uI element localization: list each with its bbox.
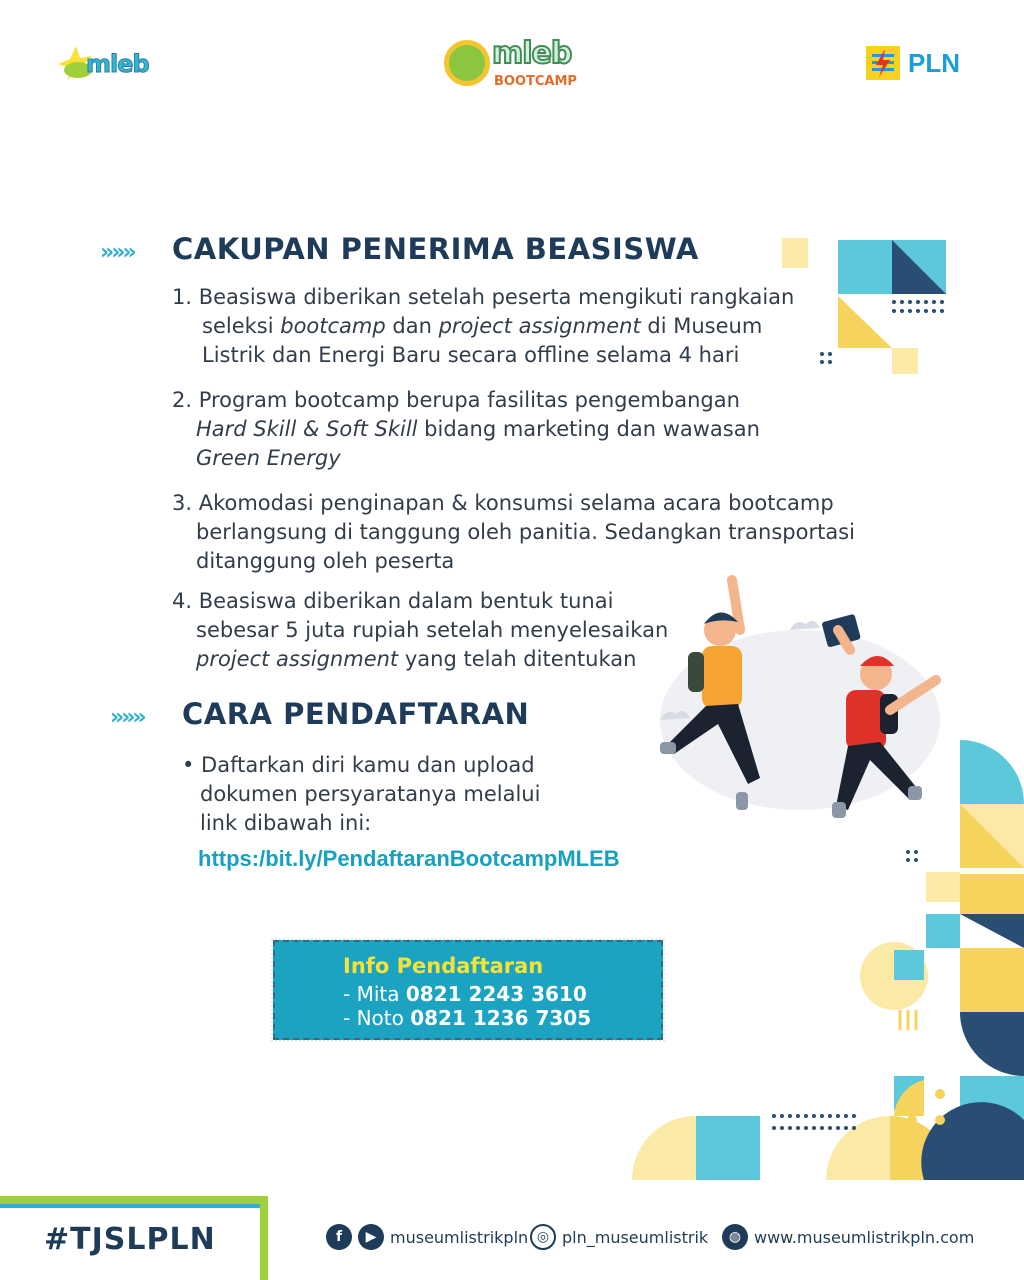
scholarship-heading: CAKUPAN PENERIMA BEASISWA	[172, 232, 699, 266]
list-item	[172, 587, 668, 674]
website-url: www.museumlistrikpln.com	[754, 1227, 975, 1247]
info-title: Info Pendaftaran	[343, 954, 544, 978]
contact-mita: - Mita 0821 2243 3610	[343, 982, 587, 1006]
item-2-line-2: Hard Skill & Soft Skill bidang marketing dan wawasan	[196, 417, 760, 441]
fb-yt-handle: museumlistrikpln	[390, 1227, 529, 1247]
facebook-icon: f	[326, 1224, 352, 1250]
youtube-icon: ▶	[358, 1224, 384, 1250]
bootcamp-label: BOOTCAMP	[494, 74, 577, 89]
instagram-handle: pln_museumlistrik	[562, 1227, 709, 1247]
item-4-line-1: 4. Beasiswa diberikan dalam bentuk tunai	[172, 589, 614, 613]
item-2-line-1: 2. Program bootcamp berupa fasilitas pengembangan	[172, 388, 740, 412]
phone-mita[interactable]: 0821 2243 3610	[405, 982, 587, 1006]
item-1-line-1: 1. Beasiswa diberikan setelah peserta mengikuti rangkaian	[172, 285, 795, 309]
item-4-line-3: project assignment yang telah ditentukan	[196, 647, 637, 671]
item-4-line-2: sebesar 5 juta rupiah setelah menyelesaikan	[196, 618, 669, 642]
mleb-bootcamp-logo-text: mleb	[492, 36, 572, 71]
list-item	[172, 489, 855, 576]
phone-noto[interactable]: 0821 1236 7305	[410, 1006, 592, 1030]
item-3-line-1: 3. Akomodasi penginapan & konsumsi selama acara bootcamp	[172, 491, 834, 515]
instruction-line-3: link dibawah ini:	[200, 811, 372, 835]
social-website[interactable]	[722, 1224, 974, 1250]
contact-noto: - Noto 0821 1236 7305	[343, 1006, 592, 1030]
list-item	[172, 386, 760, 473]
pln-bolt-icon	[866, 46, 900, 80]
item-3-line-2: berlangsung di tanggung oleh panitia. Sedangkan transportasi	[196, 520, 855, 544]
decorative-shapes-top	[780, 236, 950, 376]
decorative-shapes-bottom	[630, 740, 1024, 1180]
mleb-logo-text: mleb	[86, 50, 149, 78]
item-1-line-3: Listrik dan Energi Baru secara offline selama 4 hari	[202, 343, 740, 367]
registration-info-box	[273, 940, 663, 1040]
globe-icon: ◍	[722, 1224, 748, 1250]
list-item	[172, 283, 794, 370]
item-2-line-3: Green Energy	[196, 446, 341, 470]
mleb-logo	[56, 44, 166, 86]
pln-logo-text: PLN	[908, 48, 960, 78]
social-fb-yt[interactable]	[326, 1224, 528, 1250]
instruction-line-1: • Daftarkan diri kamu dan upload	[182, 753, 535, 777]
instagram-icon: ◎	[530, 1224, 556, 1250]
section-arrows: »»»	[100, 240, 134, 265]
registration-link[interactable]: https:/bit.ly/PendaftaranBootcampMLEB	[198, 846, 620, 871]
item-3-line-3: ditanggung oleh peserta	[196, 549, 455, 573]
hashtag: #TJSLPLN	[44, 1222, 216, 1257]
social-instagram[interactable]	[530, 1224, 708, 1250]
item-1-line-2: seleksi bootcamp dan project assignment di Museum	[202, 314, 763, 338]
rocket-icon	[444, 40, 490, 86]
pln-logo	[866, 44, 976, 84]
registration-instructions	[182, 751, 540, 838]
mleb-bootcamp-logo	[444, 34, 584, 94]
instruction-line-2: dokumen persyaratanya melalui	[200, 782, 541, 806]
section-arrows: »»»	[110, 705, 144, 730]
registration-heading: CARA PENDAFTARAN	[182, 697, 530, 731]
